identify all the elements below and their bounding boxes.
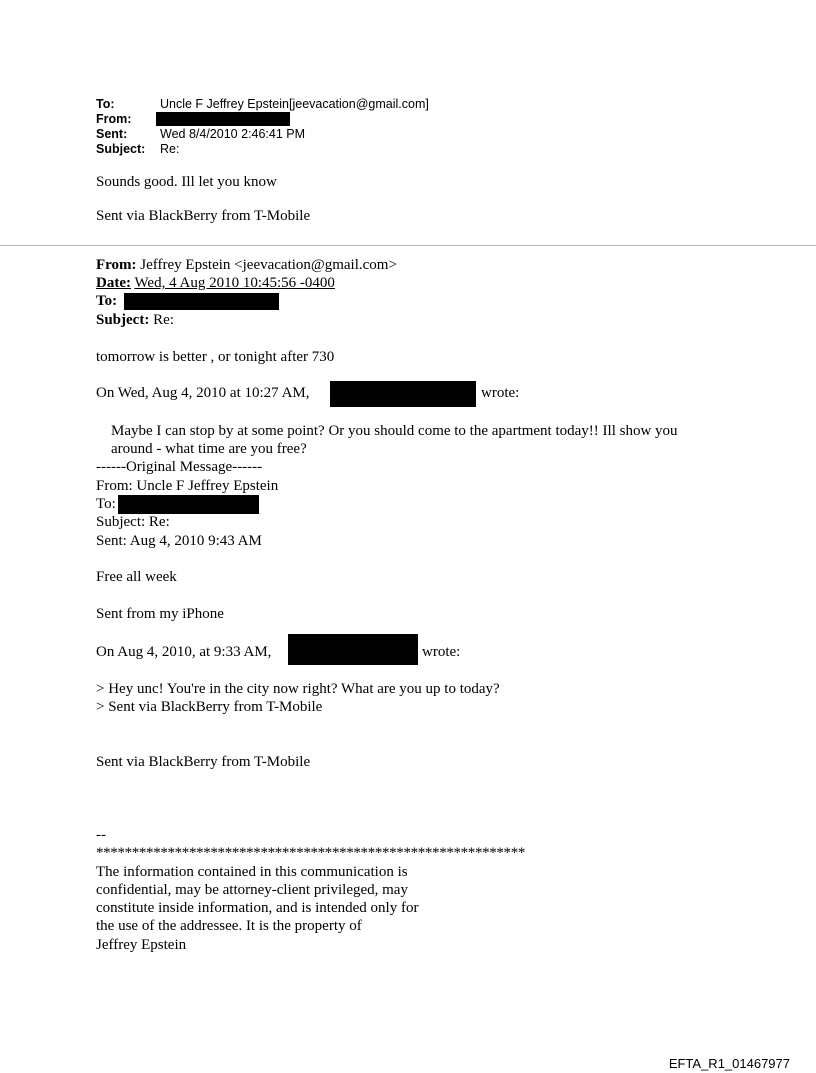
quoted2-subject-line: Subject: Re: [96, 514, 170, 530]
header-sent-value: Wed 8/4/2010 2:46:41 PM [160, 127, 306, 141]
quoted1-subject-value: Re: [153, 312, 174, 328]
footer-disclaimer-line5: Jeffrey Epstein [96, 937, 187, 953]
footer-stars: ************************************************************ [96, 845, 526, 861]
quoted1-wrote-redaction [330, 381, 476, 407]
quoted1-to-label: To: [96, 293, 118, 309]
quoted2-body2: Sent from my iPhone [96, 606, 224, 622]
quoted1-subject-label: Subject: [96, 312, 150, 328]
quoted2-wrote-redaction [288, 634, 418, 665]
quoted1-date-value: Wed, 4 Aug 2010 10:45:56 -0400 [134, 275, 335, 291]
header-from-redaction [156, 112, 290, 126]
quoted2-to-redaction [118, 495, 259, 514]
quoted1-from-value: Jeffrey Epstein <jeevacation@gmail.com> [140, 257, 397, 273]
header-to-value: Uncle F Jeffrey Epstein[jeevacation@gmail.com] [160, 97, 429, 111]
quoted1-subject-line [96, 312, 174, 329]
quoted2-to-label: To: [96, 496, 116, 512]
header-to-label: To: [96, 97, 115, 111]
quoted2-wrote-prefix: On Aug 4, 2010, at 9:33 AM, [96, 644, 272, 660]
quoted2-from-line: From: Uncle F Jeffrey Epstein [96, 478, 279, 494]
top-body-line1: Sounds good. Ill let you know [96, 174, 277, 190]
quoted2-signature: Sent via BlackBerry from T-Mobile [96, 754, 311, 770]
footer-disclaimer-line3: constitute inside information, and is intended only for [96, 900, 419, 916]
quoted1-date-label: Date: [96, 275, 131, 291]
quoted2-sent-line: Sent: Aug 4, 2010 9:43 AM [96, 533, 262, 549]
top-body-line2: Sent via BlackBerry from T-Mobile [96, 208, 311, 224]
header-subject-value: Re: [160, 142, 180, 156]
quoted2-line1: Maybe I can stop by at some point? Or you should come to the apartment today!! Ill show you [111, 423, 678, 439]
quoted1-date-line [96, 275, 335, 292]
bates-number: EFTA_R1_01467977 [668, 1056, 790, 1071]
quoted1-wrote-prefix: On Wed, Aug 4, 2010 at 10:27 AM, [96, 385, 310, 401]
quoted1-wrote-suffix: wrote: [481, 385, 520, 401]
quoted1-body: tomorrow is better , or tonight after 730 [96, 349, 335, 365]
quoted2-wrote-suffix: wrote: [422, 644, 461, 660]
footer-dashes: -- [96, 827, 106, 843]
quoted1-from-line [96, 257, 397, 274]
quoted2-body1: Free all week [96, 569, 177, 585]
header-subject-label: Subject: [96, 142, 146, 156]
footer-disclaimer-line2: confidential, may be attorney-client privileged, may [96, 882, 408, 898]
header-from-label: From: [96, 112, 132, 126]
quoted2-gt1: > Hey unc! You're in the city now right? What are you up to today? [96, 681, 500, 697]
quoted2-gt2: > Sent via BlackBerry from T-Mobile [96, 699, 323, 715]
quoted2-original-marker: ------Original Message------ [96, 459, 263, 475]
footer-disclaimer-line1: The information contained in this communication is [96, 864, 408, 880]
header-sent-label: Sent: [96, 127, 128, 141]
quoted2-line2: around - what time are you free? [111, 441, 307, 457]
quoted1-from-label: From: [96, 257, 137, 273]
quoted1-to-redaction [124, 293, 279, 310]
footer-disclaimer-line4: the use of the addressee. It is the property of [96, 918, 362, 934]
divider-line [0, 245, 816, 246]
